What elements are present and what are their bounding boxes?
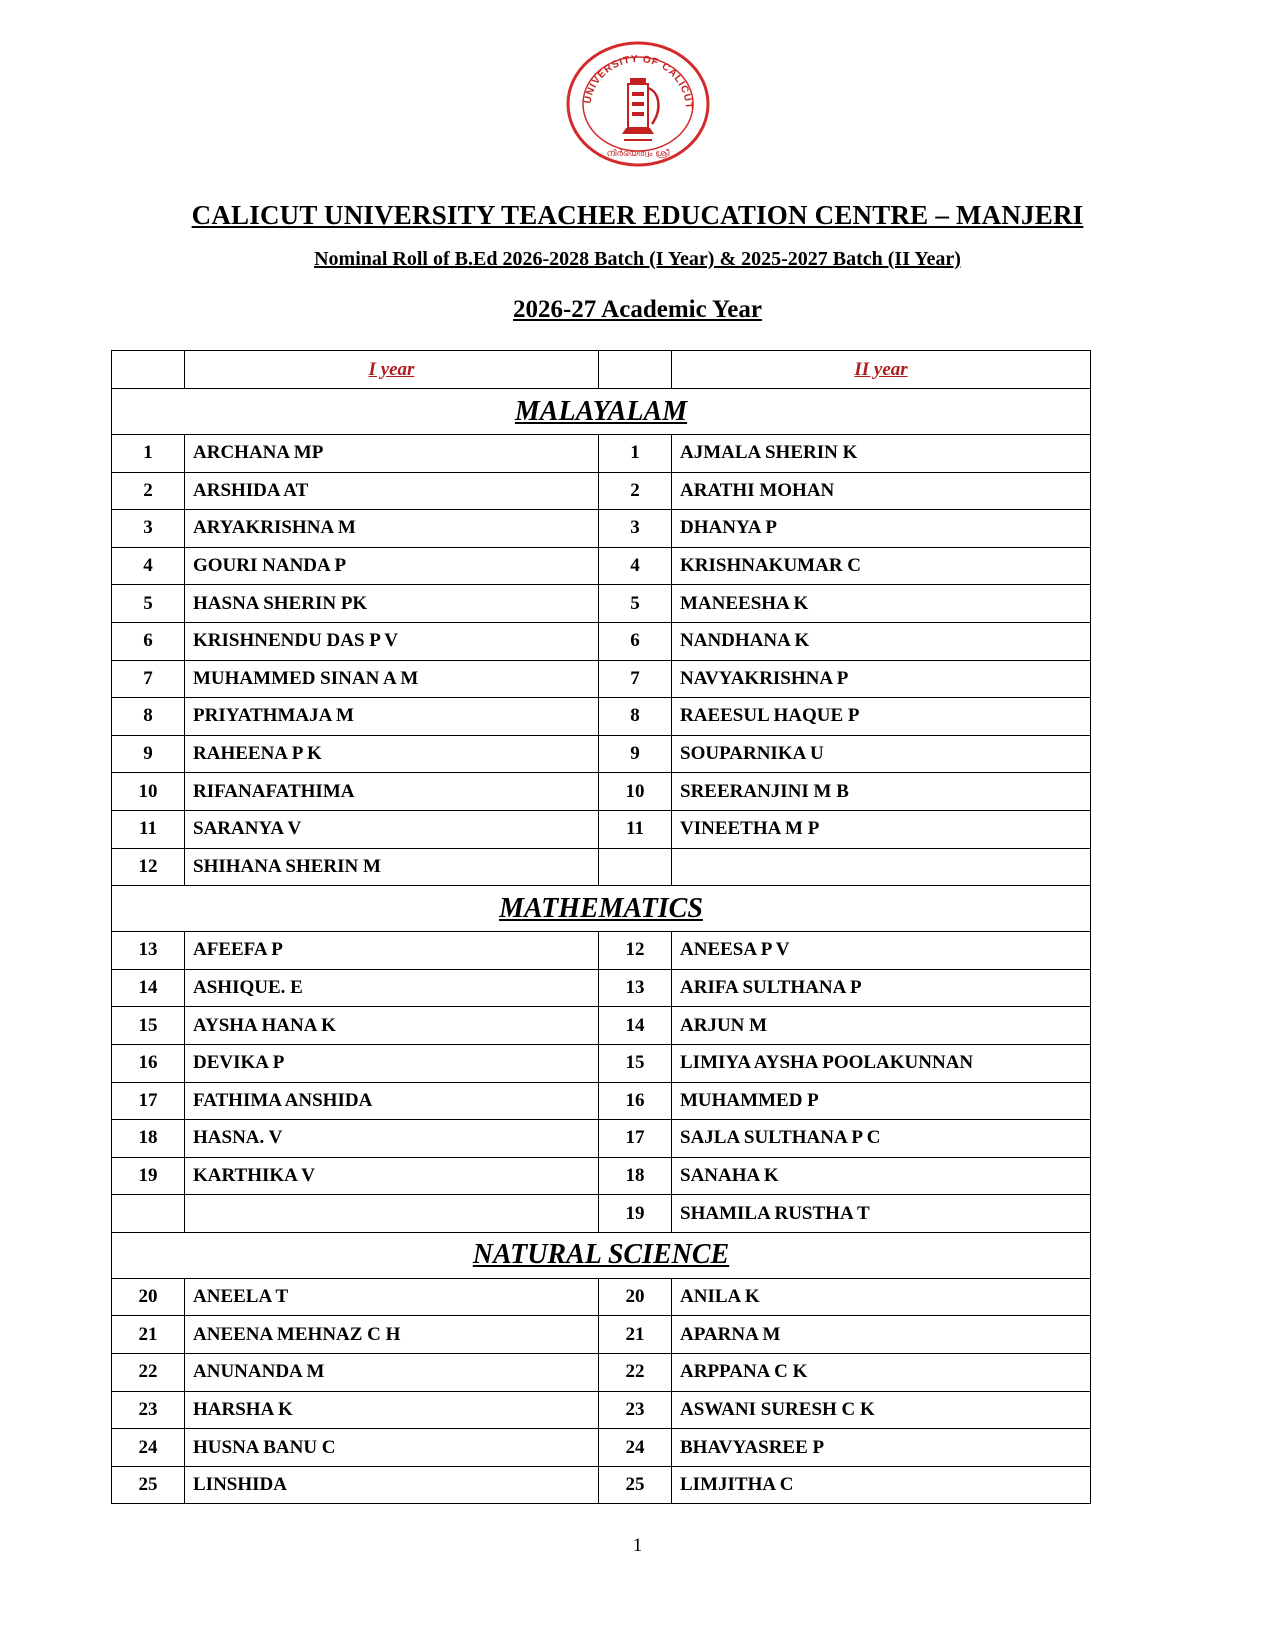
serial-number-ii-year: 12 xyxy=(599,932,672,970)
nominal-roll-table xyxy=(111,350,1091,1504)
table-row xyxy=(112,472,1091,510)
serial-number-ii-year: 5 xyxy=(599,585,672,623)
table-row xyxy=(112,547,1091,585)
table-row xyxy=(112,1195,1091,1233)
student-name-i-year: ARCHANA MP xyxy=(185,435,599,473)
student-name-i-year: DEVIKA P xyxy=(185,1044,599,1082)
table-row xyxy=(112,932,1091,970)
section-header-row xyxy=(112,1232,1091,1278)
student-name-i-year: ANUNANDA M xyxy=(185,1354,599,1392)
serial-number-i-year: 2 xyxy=(112,472,185,510)
serial-number-ii-year: 4 xyxy=(599,547,672,585)
student-name-ii-year: NAVYAKRISHNA P xyxy=(672,660,1091,698)
student-name-ii-year: KRISHNAKUMAR C xyxy=(672,547,1091,585)
serial-number-ii-year: 23 xyxy=(599,1391,672,1429)
student-name-ii-year: SOUPARNIKA U xyxy=(672,735,1091,773)
table-row xyxy=(112,622,1091,660)
student-name-i-year: KARTHIKA V xyxy=(185,1157,599,1195)
serial-number-i-year: 6 xyxy=(112,622,185,660)
student-name-i-year: MUHAMMED SINAN A M xyxy=(185,660,599,698)
serial-number-ii-year: 1 xyxy=(599,435,672,473)
student-name-ii-year: MUHAMMED P xyxy=(672,1082,1091,1120)
student-name-i-year: SHIHANA SHERIN M xyxy=(185,848,599,886)
serial-number-ii-year: 9 xyxy=(599,735,672,773)
student-name-ii-year: SREERANJINI M B xyxy=(672,773,1091,811)
serial-number-i-year: 9 xyxy=(112,735,185,773)
serial-number-ii-year: 16 xyxy=(599,1082,672,1120)
student-name-i-year: ASHIQUE. E xyxy=(185,969,599,1007)
serial-number-i-year: 5 xyxy=(112,585,185,623)
serial-number-i-year: 25 xyxy=(112,1466,185,1504)
university-seal-logo xyxy=(564,40,712,168)
serial-number-i-year: 18 xyxy=(112,1120,185,1158)
student-name-ii-year: ARATHI MOHAN xyxy=(672,472,1091,510)
section-title: MALAYALAM xyxy=(112,389,1091,435)
table-row xyxy=(112,585,1091,623)
section-title: MATHEMATICS xyxy=(112,886,1091,932)
table-row xyxy=(112,660,1091,698)
academic-year-heading: 2026-27 Academic Year xyxy=(512,296,762,323)
serial-header-i xyxy=(112,351,185,389)
serial-number-ii-year: 8 xyxy=(599,698,672,736)
student-name-i-year xyxy=(185,1195,599,1233)
serial-number-ii-year: 19 xyxy=(599,1195,672,1233)
student-name-ii-year: RAEESUL HAQUE P xyxy=(672,698,1091,736)
institution-title: CALICUT UNIVERSITY TEACHER EDUCATION CENTRE – MANJERI xyxy=(191,200,1084,230)
serial-number-i-year: 8 xyxy=(112,698,185,736)
serial-number-ii-year: 22 xyxy=(599,1354,672,1392)
serial-number-i-year: 13 xyxy=(112,932,185,970)
student-name-ii-year: ARJUN M xyxy=(672,1007,1091,1045)
table-row xyxy=(112,1391,1091,1429)
serial-number-ii-year: 15 xyxy=(599,1044,672,1082)
student-name-ii-year: ASWANI SURESH C K xyxy=(672,1391,1091,1429)
table-row xyxy=(112,1007,1091,1045)
serial-number-i-year: 11 xyxy=(112,810,185,848)
student-name-ii-year: LIMJITHA C xyxy=(672,1466,1091,1504)
student-name-i-year: GOURI NANDA P xyxy=(185,547,599,585)
serial-number-i-year xyxy=(112,1195,185,1233)
serial-number-i-year: 12 xyxy=(112,848,185,886)
serial-number-i-year: 16 xyxy=(112,1044,185,1082)
table-row xyxy=(112,1044,1091,1082)
serial-number-ii-year: 6 xyxy=(599,622,672,660)
table-row xyxy=(112,1120,1091,1158)
page-number: 1 xyxy=(632,1535,643,1556)
table-row xyxy=(112,848,1091,886)
student-name-i-year: HASNA. V xyxy=(185,1120,599,1158)
section-title: NATURAL SCIENCE xyxy=(112,1232,1091,1278)
serial-number-ii-year: 17 xyxy=(599,1120,672,1158)
table-row xyxy=(112,1278,1091,1316)
section-header-row xyxy=(112,389,1091,435)
serial-number-i-year: 15 xyxy=(112,1007,185,1045)
table-row xyxy=(112,1082,1091,1120)
serial-number-ii-year: 7 xyxy=(599,660,672,698)
table-row xyxy=(112,1429,1091,1467)
serial-number-ii-year: 14 xyxy=(599,1007,672,1045)
student-name-ii-year: ANILA K xyxy=(672,1278,1091,1316)
student-name-i-year: FATHIMA ANSHIDA xyxy=(185,1082,599,1120)
student-name-ii-year: ARIFA SULTHANA P xyxy=(672,969,1091,1007)
serial-number-ii-year: 13 xyxy=(599,969,672,1007)
student-name-ii-year: SAJLA SULTHANA P C xyxy=(672,1120,1091,1158)
student-name-ii-year: AJMALA SHERIN K xyxy=(672,435,1091,473)
serial-number-ii-year: 21 xyxy=(599,1316,672,1354)
student-name-i-year: KRISHNENDU DAS P V xyxy=(185,622,599,660)
serial-number-ii-year xyxy=(599,848,672,886)
student-name-i-year: ANEELA T xyxy=(185,1278,599,1316)
student-name-ii-year: BHAVYASREE P xyxy=(672,1429,1091,1467)
student-name-i-year: ANEENA MEHNAZ C H xyxy=(185,1316,599,1354)
student-name-i-year: AYSHA HANA K xyxy=(185,1007,599,1045)
serial-number-ii-year: 18 xyxy=(599,1157,672,1195)
student-name-ii-year: SANAHA K xyxy=(672,1157,1091,1195)
student-name-ii-year: MANEESHA K xyxy=(672,585,1091,623)
student-name-i-year: ARYAKRISHNA M xyxy=(185,510,599,548)
column-header-i-year: I year xyxy=(185,351,599,389)
student-name-i-year: HUSNA BANU C xyxy=(185,1429,599,1467)
student-name-ii-year xyxy=(672,848,1091,886)
nominal-roll-subtitle: Nominal Roll of B.Ed 2026-2028 Batch (I Year) & 2025-2027 Batch (II Year) xyxy=(314,248,961,270)
student-name-i-year: LINSHIDA xyxy=(185,1466,599,1504)
serial-number-ii-year: 20 xyxy=(599,1278,672,1316)
table-row xyxy=(112,773,1091,811)
student-name-i-year: RAHEENA P K xyxy=(185,735,599,773)
student-name-i-year: AFEEFA P xyxy=(185,932,599,970)
serial-number-i-year: 3 xyxy=(112,510,185,548)
serial-number-i-year: 17 xyxy=(112,1082,185,1120)
table-row xyxy=(112,1466,1091,1504)
serial-number-i-year: 4 xyxy=(112,547,185,585)
serial-number-i-year: 20 xyxy=(112,1278,185,1316)
svg-text:UNIVERSITY OF CALICUT: UNIVERSITY OF CALICUT xyxy=(582,53,695,111)
column-header-ii-year: II year xyxy=(672,351,1091,389)
student-name-i-year: ARSHIDA AT xyxy=(185,472,599,510)
serial-number-i-year: 10 xyxy=(112,773,185,811)
serial-number-ii-year: 10 xyxy=(599,773,672,811)
table-row xyxy=(112,1354,1091,1392)
svg-text:നിർഭയത്വം ശ്രീ: നിർഭയത്വം ശ്രീ xyxy=(606,149,670,159)
serial-header-ii xyxy=(599,351,672,389)
student-name-ii-year: NANDHANA K xyxy=(672,622,1091,660)
serial-number-i-year: 22 xyxy=(112,1354,185,1392)
serial-number-ii-year: 25 xyxy=(599,1466,672,1504)
student-name-ii-year: LIMIYA AYSHA POOLAKUNNAN xyxy=(672,1044,1091,1082)
student-name-ii-year: SHAMILA RUSTHA T xyxy=(672,1195,1091,1233)
student-name-i-year: HASNA SHERIN PK xyxy=(185,585,599,623)
student-name-ii-year: DHANYA P xyxy=(672,510,1091,548)
table-row xyxy=(112,969,1091,1007)
serial-number-ii-year: 2 xyxy=(599,472,672,510)
serial-number-ii-year: 24 xyxy=(599,1429,672,1467)
serial-number-i-year: 19 xyxy=(112,1157,185,1195)
serial-number-i-year: 14 xyxy=(112,969,185,1007)
serial-number-i-year: 23 xyxy=(112,1391,185,1429)
serial-number-i-year: 21 xyxy=(112,1316,185,1354)
student-name-ii-year: ARPPANA C K xyxy=(672,1354,1091,1392)
student-name-ii-year: APARNA M xyxy=(672,1316,1091,1354)
table-row xyxy=(112,1157,1091,1195)
student-name-i-year: HARSHA K xyxy=(185,1391,599,1429)
serial-number-ii-year: 11 xyxy=(599,810,672,848)
student-name-ii-year: ANEESA P V xyxy=(672,932,1091,970)
table-row xyxy=(112,698,1091,736)
table-row xyxy=(112,735,1091,773)
table-row xyxy=(112,810,1091,848)
table-row xyxy=(112,1316,1091,1354)
year-header-row xyxy=(112,351,1091,389)
table-row xyxy=(112,510,1091,548)
table-row xyxy=(112,435,1091,473)
student-name-i-year: SARANYA V xyxy=(185,810,599,848)
serial-number-i-year: 1 xyxy=(112,435,185,473)
student-name-i-year: PRIYATHMAJA M xyxy=(185,698,599,736)
serial-number-i-year: 24 xyxy=(112,1429,185,1467)
student-name-ii-year: VINEETHA M P xyxy=(672,810,1091,848)
section-header-row xyxy=(112,886,1091,932)
serial-number-ii-year: 3 xyxy=(599,510,672,548)
student-name-i-year: RIFANAFATHIMA xyxy=(185,773,599,811)
serial-number-i-year: 7 xyxy=(112,660,185,698)
